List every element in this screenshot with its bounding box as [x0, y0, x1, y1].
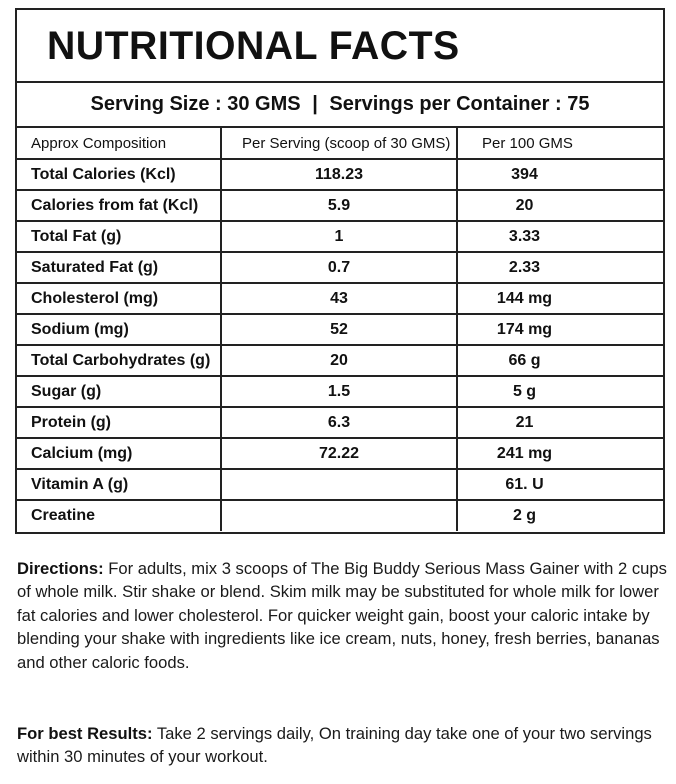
per-100-value: 2 g [512, 507, 537, 524]
nutrition-facts-panel [15, 8, 665, 534]
column-header-composition: Approx Composition [17, 128, 221, 159]
serving-separator: | [312, 93, 318, 115]
per-100-value: 21 [457, 407, 663, 438]
per-serving-value: 72.22 [221, 438, 457, 469]
nutrient-name: Creatine [17, 500, 221, 531]
per-100-value: 66 g [457, 345, 663, 376]
table-header-row [17, 128, 663, 159]
nutrient-name: Calories from fat (Kcl) [17, 190, 221, 221]
serving-size: Serving Size : 30 GMS [90, 93, 301, 115]
table-row [17, 407, 663, 438]
per-serving-value [221, 500, 457, 531]
best-results-text: Take 2 servings daily, On training day take one of your two servings within 30 minutes of your workout. [17, 724, 652, 767]
nutrient-name: Sodium (mg) [17, 314, 221, 345]
page-title: NUTRITIONAL FACTS [47, 24, 460, 68]
table-row [17, 221, 663, 252]
nutrient-name: Vitamin A (g) [17, 469, 221, 500]
per-100-value: 394 [457, 159, 663, 190]
table-row [17, 500, 663, 531]
per-serving-value: 6.3 [221, 407, 457, 438]
per-serving-value: 0.7 [221, 252, 457, 283]
per-100-value: 2.33 [457, 252, 663, 283]
table-row [17, 252, 663, 283]
nutrient-name: Saturated Fat (g) [17, 252, 221, 283]
nutrient-name: Total Carbohydrates (g) [17, 345, 221, 376]
per-100-value: 144 mg [457, 283, 663, 314]
table-row [17, 190, 663, 221]
servings-per-container-label: Servings per Container : [329, 93, 562, 115]
table-row [17, 345, 663, 376]
table-row [17, 469, 663, 500]
per-serving-value: 52 [221, 314, 457, 345]
per-serving-value: 43 [221, 283, 457, 314]
table-row [17, 438, 663, 469]
directions-label: Directions: [17, 559, 104, 578]
nutrient-name: Cholesterol (mg) [17, 283, 221, 314]
table-row [17, 376, 663, 407]
title-bar [17, 10, 663, 83]
nutrient-name: Calcium (mg) [17, 438, 221, 469]
directions-text: For adults, mix 3 scoops of The Big Buddy Serious Mass Gainer with 2 cups of whole milk. Stir shake or blend. Skim milk may be substituted for whole milk for lower fat calories and lower cholesterol. For quicker weight gain, boost your caloric intake by blending your shake with ingredients like ice cream, nuts, honey, fresh berries, bananas and other caloric foods. [17, 559, 667, 672]
per-serving-value: 5.9 [221, 190, 457, 221]
table-row [17, 314, 663, 345]
per-serving-value: 118.23 [221, 159, 457, 190]
per-serving-value: 20 [221, 345, 457, 376]
per-serving-value: 1.5 [221, 376, 457, 407]
column-header-per-100: Per 100 GMS [457, 128, 663, 159]
nutrition-table [17, 128, 663, 531]
per-serving-value: 1 [221, 221, 457, 252]
directions-paragraph [17, 557, 667, 674]
serving-info [17, 83, 663, 128]
nutrient-name: Total Fat (g) [17, 221, 221, 252]
per-100-value: 3.33 [457, 221, 663, 252]
per-100-value: 5 g [457, 376, 663, 407]
nutrient-name: Protein (g) [17, 407, 221, 438]
best-results-paragraph [17, 722, 667, 769]
per-100-value: 20 [457, 190, 663, 221]
per-serving-value [221, 469, 457, 500]
per-100-value: 174 mg [457, 314, 663, 345]
best-results-label: For best Results: [17, 724, 153, 743]
nutrient-name: Sugar (g) [17, 376, 221, 407]
table-row [17, 159, 663, 190]
table-row [17, 283, 663, 314]
nutrient-name: Total Calories (Kcl) [17, 159, 221, 190]
servings-per-container-value: 75 [567, 93, 590, 115]
per-100-value: 241 mg [457, 438, 663, 469]
column-header-per-serving: Per Serving (scoop of 30 GMS) [221, 128, 457, 159]
per-100-value: 61. U [457, 469, 663, 500]
